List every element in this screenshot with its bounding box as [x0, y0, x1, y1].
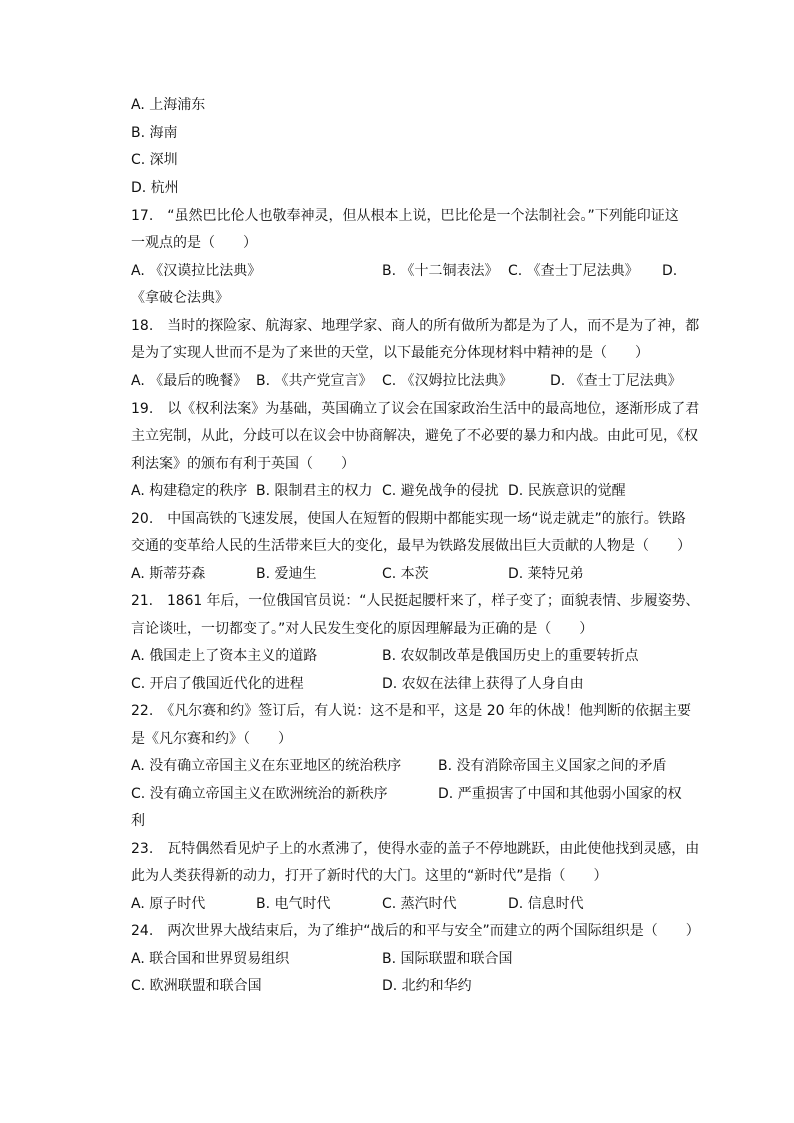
q19-option-d: D. 民族意识的觉醒 — [508, 483, 626, 499]
q19-option-a: A. 构建稳定的秩序 — [131, 483, 248, 499]
q24-option-b: B. 国际联盟和联合国 — [382, 951, 513, 967]
q23-stem-line2: 此为人类获得新的动力，打开了新时代的大门。这里的“新时代”是指（ ） — [131, 868, 608, 884]
q22-option-c: C. 没有确立帝国主义在欧洲统治的新秩序 — [131, 786, 388, 802]
q19-stem-line3: 利法案》的颁布有利于英国（ ） — [131, 456, 355, 472]
q16-option-c: C. 深圳 — [131, 152, 178, 168]
q17-option-b: B. 《十二铜表法》 — [382, 263, 499, 279]
q22-stem-line1: 22. 《凡尔赛和约》签订后，有人说：这不是和平，这是 20 年的休战！他判断的依据主要 — [131, 703, 691, 719]
q23-option-d: D. 信息时代 — [508, 896, 584, 912]
q23-option-c: C. 蒸汽时代 — [382, 896, 457, 912]
q18-stem-line1: 18. 当时的探险家、航海家、地理学家、商人的所有做所为都是为了人，而不是为了神，都 — [131, 318, 700, 334]
q18-stem-line2: 是为了实现人世而不是为了来世的天堂，以下最能充分体现材料中精神的是（ ） — [131, 345, 649, 361]
q17-option-d-continued: 《拿破仑法典》 — [131, 290, 229, 306]
q22-option-a: A. 没有确立帝国主义在东亚地区的统治秩序 — [131, 758, 402, 774]
q21-option-c: C. 开启了俄国近代化的进程 — [131, 676, 304, 692]
q20-option-b: B. 爱迪生 — [256, 566, 317, 582]
q21-option-b: B. 农奴制改革是俄国历史上的重要转折点 — [382, 648, 639, 664]
q16-option-b: B. 海南 — [131, 125, 178, 141]
q17-stem-line1: 17. “虽然巴比伦人也敬奉神灵，但从根本上说，巴比伦是一个法制社会。”下列能印证这 — [131, 208, 679, 224]
q22-option-d: D. 严重损害了中国和其他弱小国家的权 — [438, 786, 682, 802]
q18-option-b: B. 《共产党宣言》 — [256, 373, 373, 389]
q17-option-d: D. — [662, 263, 678, 279]
q21-stem-line1: 21. 1861 年后，一位俄国官员说：“人民挺起腰杆来了，样子变了；面貌表情、步履姿势、 — [131, 593, 700, 609]
q22-option-b: B. 没有消除帝国主义国家之间的矛盾 — [438, 758, 667, 774]
q18-option-d: D. 《查士丁尼法典》 — [550, 373, 682, 389]
q20-stem-line2: 交通的变革给人民的生活带来巨大的变化，最早为铁路发展做出巨大贡献的人物是（ ） — [131, 538, 691, 554]
q19-stem-line2: 主立宪制，从此，分歧可以在议会中协商解决，避免了不必要的暴力和内战。由此可见，《权 — [131, 428, 698, 444]
q24-option-a: A. 联合国和世界贸易组织 — [131, 951, 290, 967]
q21-stem-line2: 言论谈吐，一切都变了。”对人民发生变化的原因理解最为正确的是（ ） — [131, 621, 594, 637]
q21-option-d: D. 农奴在法律上获得了人身自由 — [382, 676, 584, 692]
q19-option-c: C. 避免战争的侵扰 — [382, 483, 499, 499]
q17-option-c: C. 《查士丁尼法典》 — [508, 263, 639, 279]
q20-option-a: A. 斯蒂芬森 — [131, 566, 206, 582]
q24-stem-line1: 24. 两次世界大战结束后，为了维护“战后的和平与安全”而建立的两个国际组织是（ ） — [131, 923, 700, 939]
q24-option-d: D. 北约和华约 — [382, 978, 472, 994]
q23-option-a: A. 原子时代 — [131, 896, 206, 912]
q19-option-b: B. 限制君主的权力 — [256, 483, 373, 499]
q16-option-a: A. 上海浦东 — [131, 97, 206, 113]
q23-option-b: B. 电气时代 — [256, 896, 331, 912]
q18-option-c: C. 《汉姆拉比法典》 — [382, 373, 513, 389]
q17-option-a: A. 《汉谟拉比法典》 — [131, 263, 262, 279]
q19-stem-line1: 19. 以《权利法案》为基础，英国确立了议会在国家政治生活中的最高地位，逐渐形成了君 — [131, 401, 700, 417]
q18-option-a: A. 《最后的晚餐》 — [131, 373, 248, 389]
q20-stem-line1: 20. 中国高铁的飞速发展，使国人在短暂的假期中都能实现一场“说走就走”的旅行。铁路 — [131, 511, 686, 527]
q24-option-c: C. 欧洲联盟和联合国 — [131, 978, 262, 994]
q17-stem-line2: 一观点的是（ ） — [131, 235, 257, 251]
q22-option-d-continued: 利 — [131, 813, 145, 829]
q22-stem-line2: 是《凡尔赛和约》（ ） — [131, 731, 292, 747]
q23-stem-line1: 23. 瓦特偶然看见炉子上的水煮沸了，使得水壶的盖子不停地跳跃，由此使他找到灵感，由 — [131, 841, 700, 857]
q16-option-d: D. 杭州 — [131, 180, 179, 196]
q20-option-c: C. 本茨 — [382, 566, 429, 582]
q20-option-d: D. 莱特兄弟 — [508, 566, 584, 582]
q21-option-a: A. 俄国走上了资本主义的道路 — [131, 648, 318, 664]
